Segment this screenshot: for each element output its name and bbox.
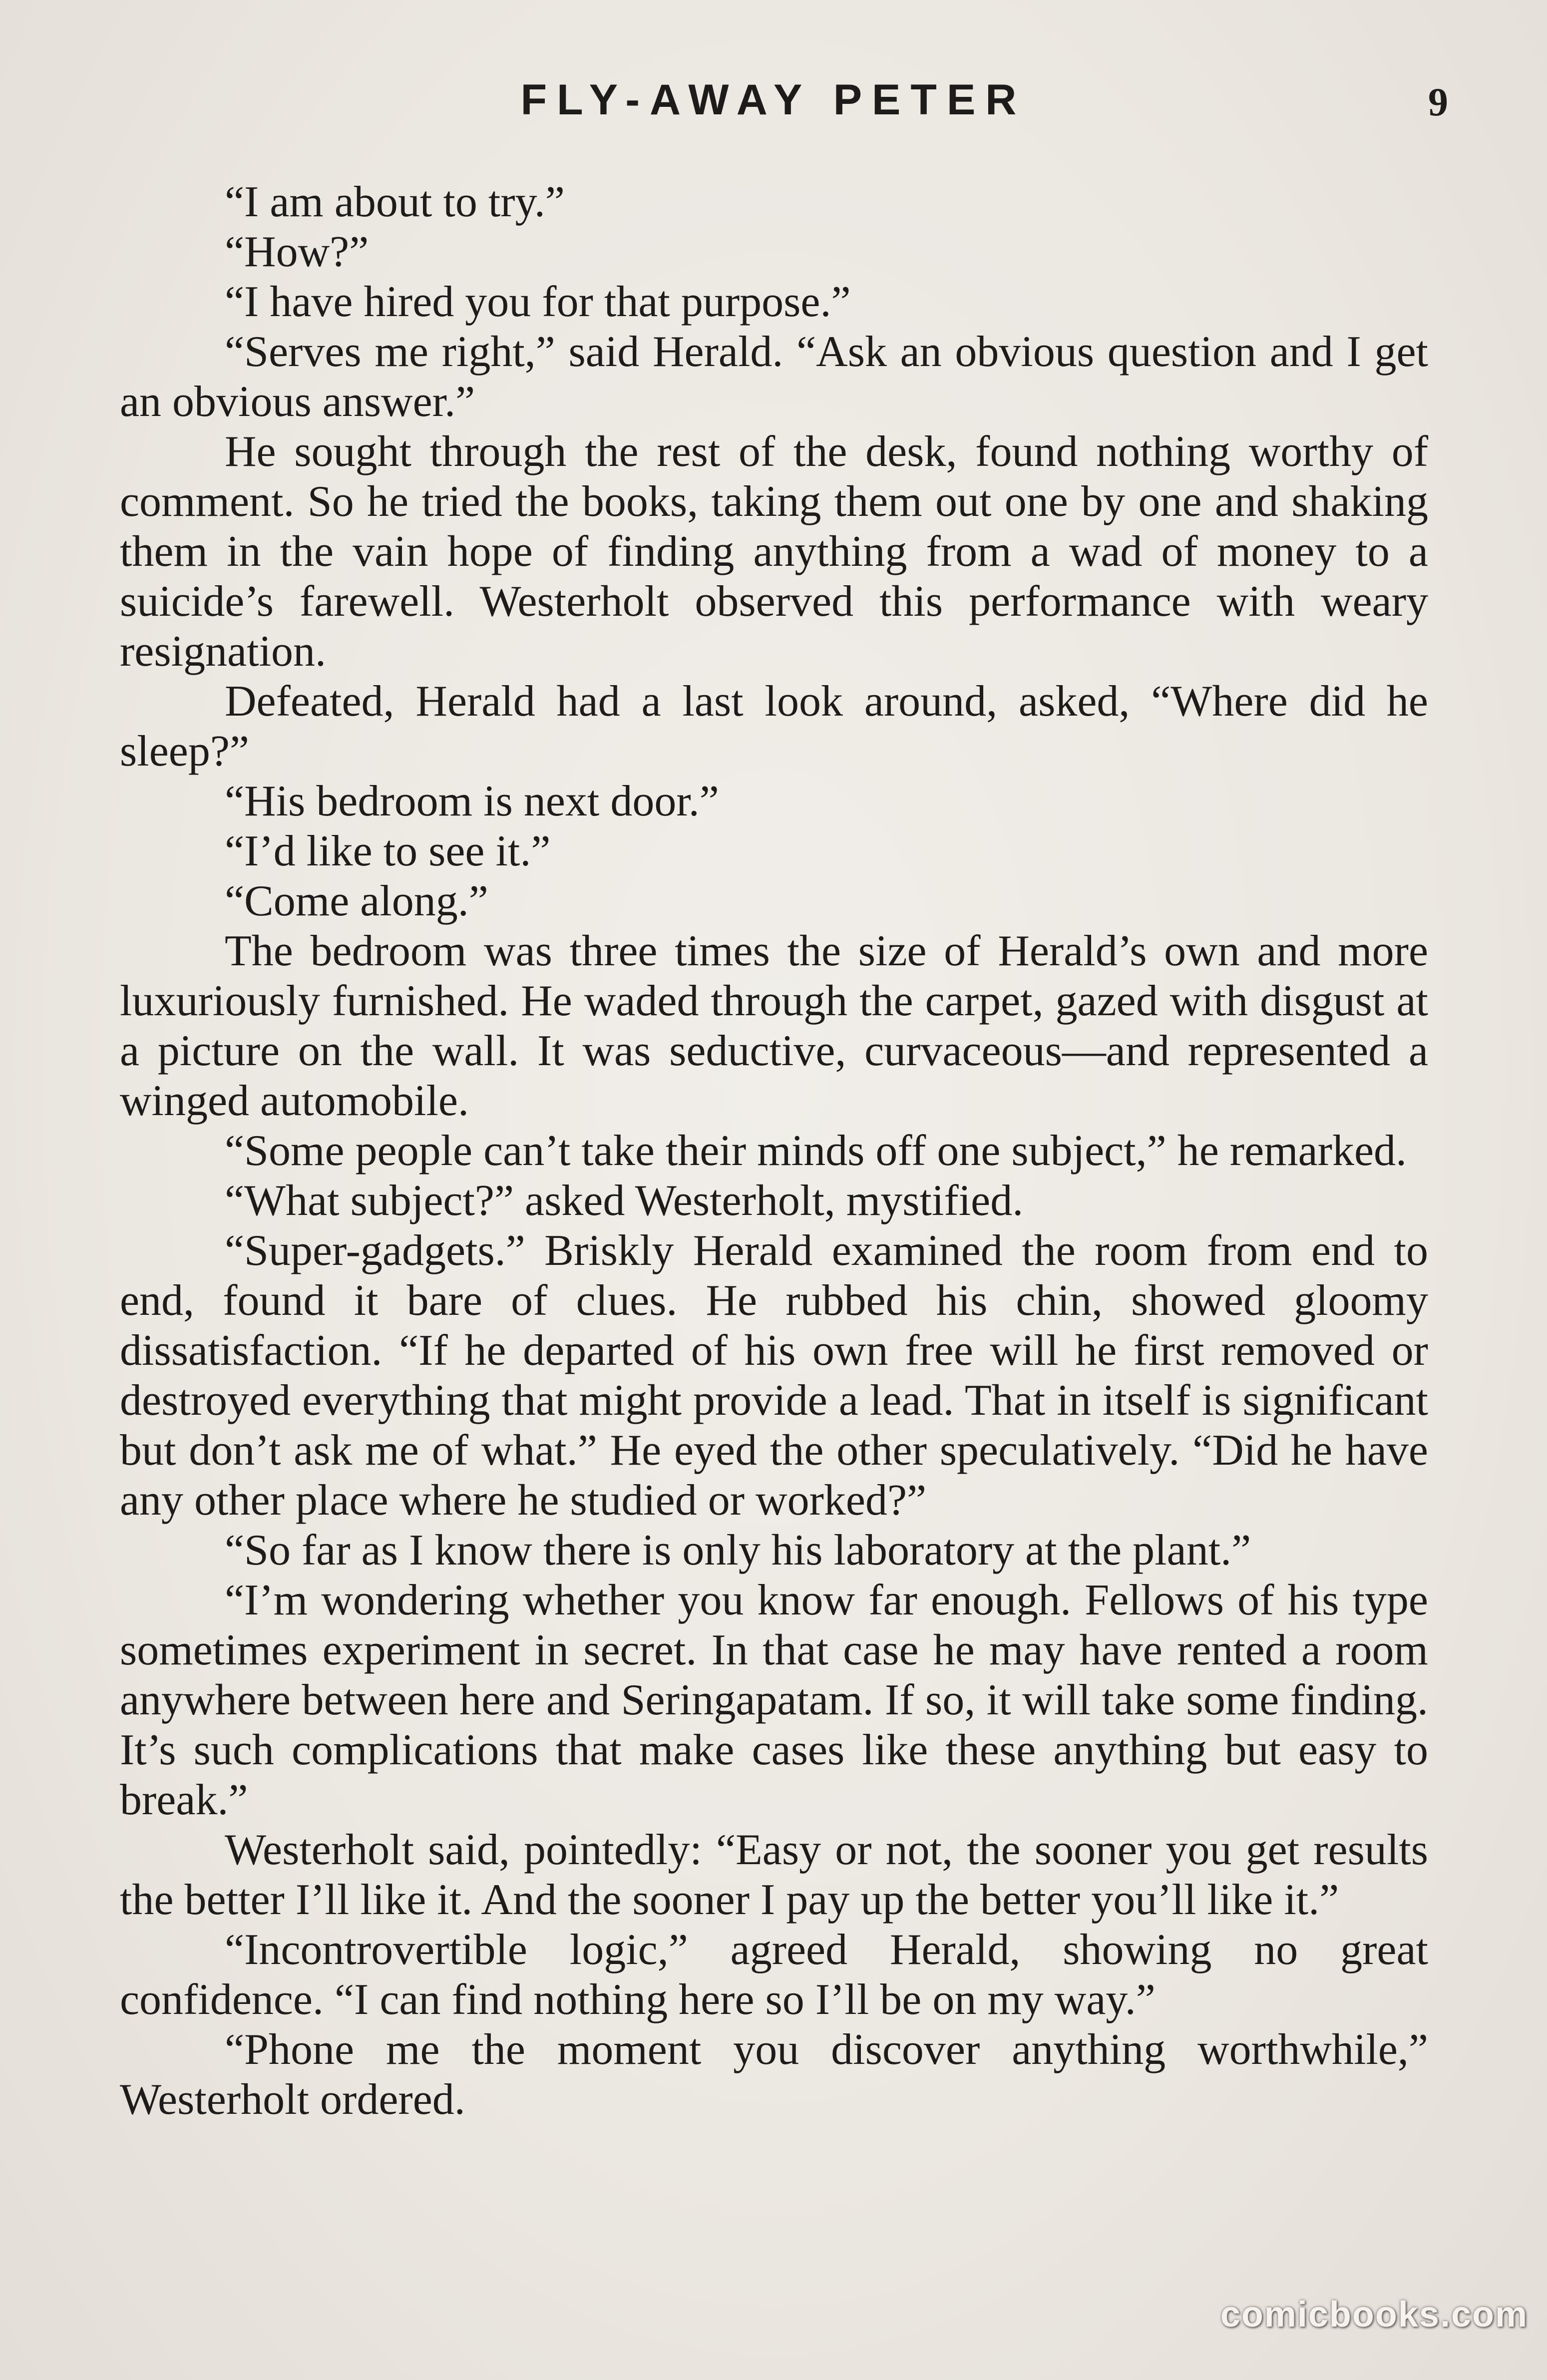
paragraph: “Some people can’t take their minds off one subject,” he remarked.	[225, 1127, 1407, 1175]
paragraph: “His bedroom is next door.”	[225, 777, 719, 825]
paragraph: Defeated, Herald had a last look around, asked, “Where did he sleep?”	[120, 677, 1428, 776]
paragraph: He sought through the rest of the desk, found nothing worthy of comment. So he tried the books, taking them out one by one and shaking them in the vain hope of finding anything from a wad of money to a suicide’s farewell. Westerholt observed this performance with weary resignation.	[120, 427, 1428, 676]
paragraph: “I have hired you for that purpose.”	[225, 278, 851, 326]
paragraph: “How?”	[225, 228, 369, 276]
paragraph: The bedroom was three times the size of Herald’s own and more luxuriously furnished. He waded through the carpet, gazed with disgust at a picture on the wall. It was seductive, curvaceous—and represented a winged automobile.	[120, 927, 1428, 1125]
paragraph: “So far as I know there is only his laboratory at the plant.”	[225, 1526, 1251, 1575]
running-title: FLY-AWAY PETER	[520, 76, 1027, 124]
paragraph: “Come along.”	[225, 877, 488, 925]
paragraph: “I am about to try.”	[225, 178, 565, 226]
paragraph: “Incontrovertible logic,” agreed Herald, showing no great confidence. “I can find nothing here so I’ll be on my way.”	[120, 1926, 1428, 2024]
paragraph: “Phone me the moment you discover anything worthwhile,” Westerholt ordered.	[120, 2025, 1428, 2124]
paragraph: “What subject?” asked Westerholt, mystified.	[225, 1177, 1024, 1225]
site-watermark: comicbooks.com	[1220, 2295, 1528, 2335]
paragraph: Westerholt said, pointedly: “Easy or not, the sooner you get results the better I’ll like it. And the sooner I pay up the better you’ll like it.”	[120, 1826, 1428, 1924]
paragraph: “Super-gadgets.” Briskly Herald examined the room from end to end, found it bare of clues. He rubbed his chin, showed gloomy dissatisfaction. “If he departed of his own free will he first removed or destroyed everything that might provide a lead. That in itself is significant but don’t ask me of what.” He eyed the other speculatively. “Did he have any other place where he studied or worked?”	[120, 1226, 1428, 1525]
paragraph: “I’d like to see it.”	[225, 827, 551, 875]
paragraph: “Serves me right,” said Herald. “Ask an obvious question and I get an obvious answer.”	[120, 328, 1428, 426]
paragraph: “I’m wondering whether you know far enough. Fellows of his type sometimes experiment in secret. In that case he may have rented a room anywhere between here and Seringapatam. If so, it will take some finding. It’s such complications that make cases like these anything but easy to break.”	[120, 1576, 1428, 1824]
body-text	[120, 177, 1428, 2125]
page-number: 9	[1428, 80, 1448, 124]
